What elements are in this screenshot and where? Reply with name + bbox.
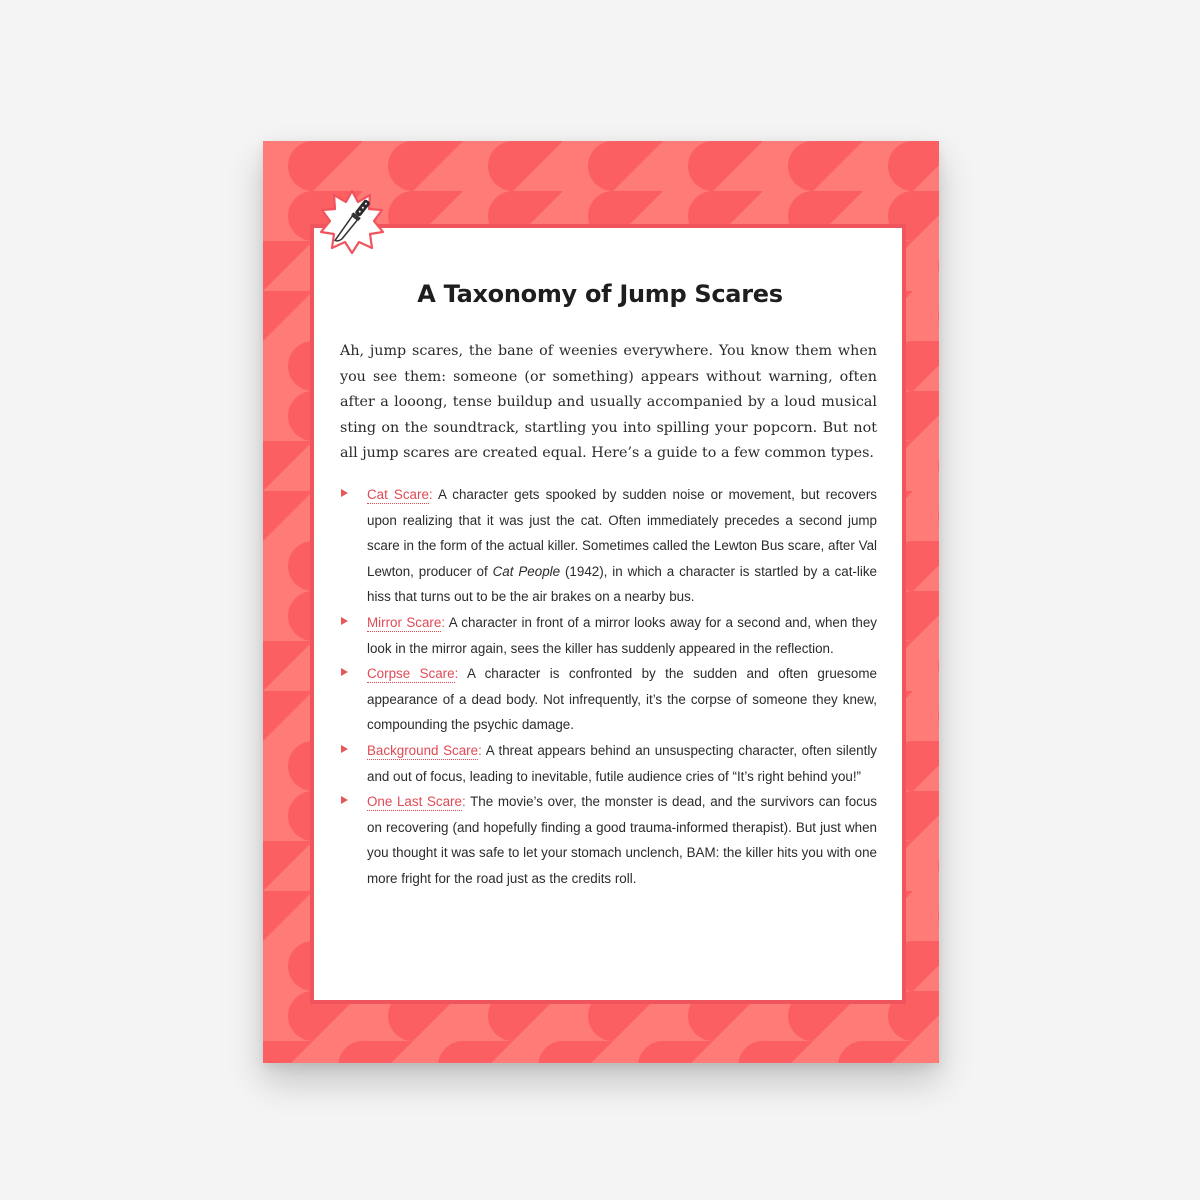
bullet-arrow-icon bbox=[341, 489, 348, 497]
scare-description: The movie’s over, the monster is dead, and the survivors can focus on recovering (and hopefully finding a good trauma-informed therapist). But just when you thought it was safe to let your stomach unclench, BAM: the killer hits you with one more fright for the road just as the credits roll. bbox=[367, 794, 877, 886]
scare-list bbox=[340, 482, 877, 892]
list-item-mirror-scare bbox=[340, 610, 877, 661]
scare-description: A character is confronted by the sudden and often gruesome appearance of a dead body. Not infrequently, it’s the corpse of someone they knew, compounding the psychic damage. bbox=[367, 666, 877, 733]
scare-description: A character gets spooked by sudden noise or movement, but recovers upon realizing that it was just the cat. Often immediately precedes a second jump scare in the form of the actual killer. Sometimes called the Lewton Bus scare, after Val Lewton, producer of bbox=[367, 487, 877, 579]
scare-description: A character in front of a mirror looks away for a second and, when they look in the mirror again, sees the killer has suddenly appeared in the reflection. bbox=[367, 614, 877, 656]
scare-term: One Last Scare bbox=[367, 794, 462, 810]
list-item-corpse-scare bbox=[340, 661, 877, 738]
term-colon: : bbox=[478, 742, 482, 758]
scare-term: Corpse Scare bbox=[367, 666, 455, 682]
term-colon: : bbox=[454, 666, 459, 682]
page-title: A Taxonomy of Jump Scares bbox=[417, 280, 783, 308]
bullet-arrow-icon bbox=[341, 745, 348, 753]
term-colon: : bbox=[441, 614, 446, 630]
scare-description-end: (1942), in which a character is startled by a cat-like hiss that turns out to be the air brakes on a nearby bus. bbox=[367, 563, 877, 605]
bullet-arrow-icon bbox=[341, 796, 348, 804]
bullet-arrow-icon bbox=[341, 668, 348, 676]
term-colon: : bbox=[428, 487, 433, 502]
list-item-one-last-scare bbox=[340, 789, 877, 891]
term-colon: : bbox=[461, 794, 466, 810]
list-item-cat-scare bbox=[340, 482, 877, 610]
bullet-arrow-icon bbox=[341, 617, 348, 625]
film-title: Cat People bbox=[492, 563, 561, 579]
list-item-background-scare bbox=[340, 738, 877, 789]
scare-term: Background Scare bbox=[367, 742, 479, 758]
intro-paragraph: Ah, jump scares, the bane of weenies everywhere. You know them when you see them: someone (or something) appears without warning, often after a looong, tense buildup and usually accompanied by a loud musical sting on the soundtrack, startling you into spilling your popcorn. But not all jump scares are created equal. Here’s a guide to a few common types. bbox=[340, 343, 877, 462]
scare-term: Mirror Scare bbox=[367, 614, 442, 630]
knife-icon bbox=[317, 187, 387, 257]
scare-description: A threat appears behind an unsuspecting character, often silently and out of focus, leading to inevitable, futile audience cries of “It’s right behind you!” bbox=[367, 742, 877, 784]
scare-term: Cat Scare bbox=[367, 487, 429, 502]
